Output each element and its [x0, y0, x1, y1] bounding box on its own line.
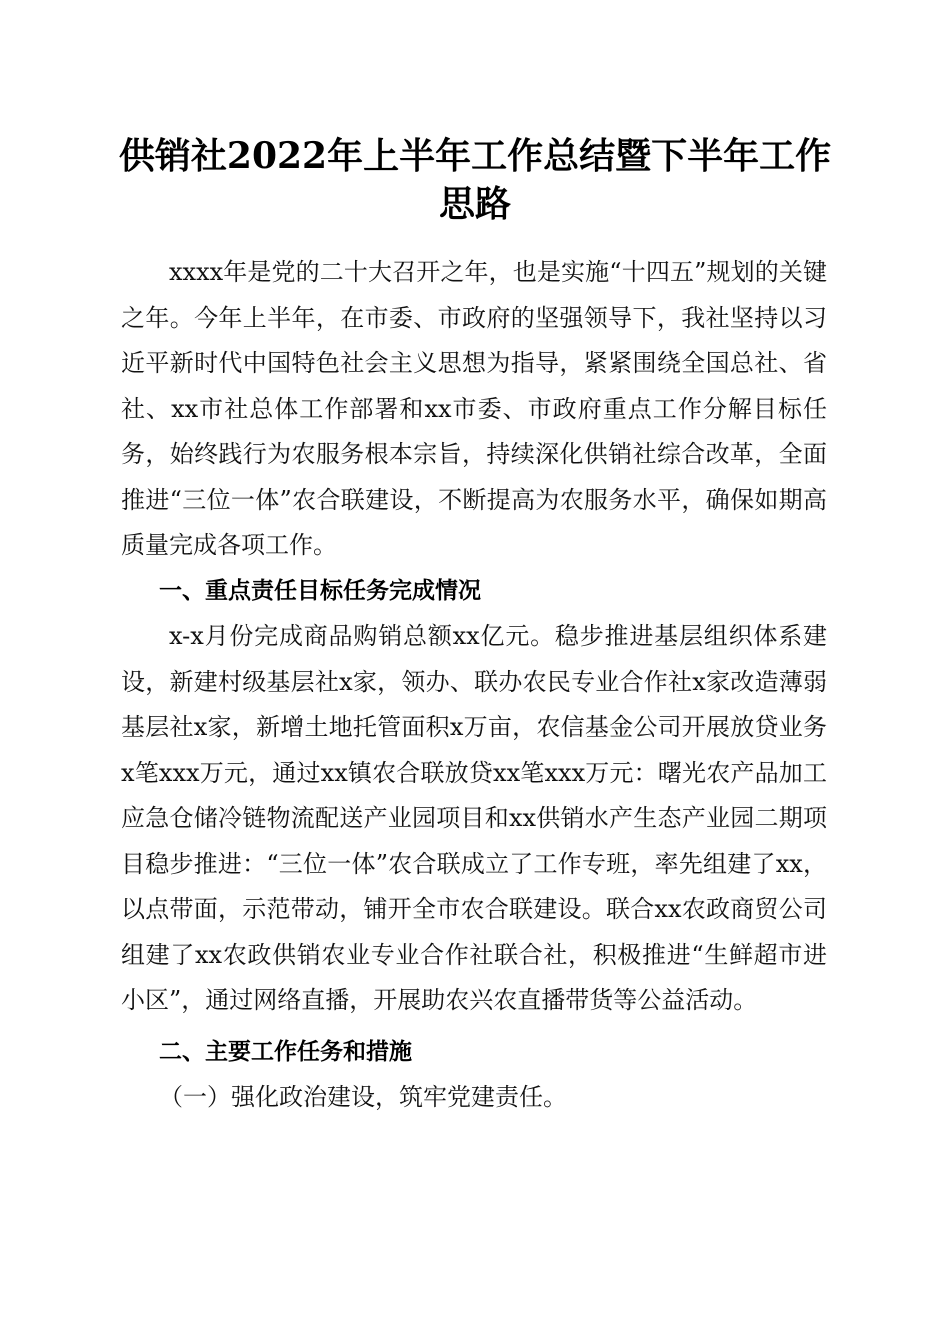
section-1-heading: 一、重点责任目标任务完成情况	[159, 577, 481, 604]
section-1-paragraph: x-x月份完成商品购销总额xx亿元。稳步推进基层组织体系建设，新建村级基层社x家，领办、联办农民专业合作社x家改造薄弱基层社x家，新增土地托管面积x万亩，农信基金公司开展放贷业务x笔xxx万元，通过xx镇农合联放贷xx笔xxx万元：曙光农产品加工应急仓储冷链物流配送产业园项目和xx供销水产生态产业园二期项目稳步推进：“三位一体”农合联成立了工作专班，率先组建了xx，以点带面，示范带动，铺开全市农合联建设。联合xx农政商贸公司组建了xx农政供销农业专业合作社联合社，积极推进“生鲜超市进小区”，通过网络直播，开展助农兴农直播带货等公益活动。	[121, 622, 827, 1014]
intro-paragraph: xxxx年是党的二十大召开之年，也是实施“十四五”规划的关键之年。今年上半年，在市委、市政府的坚强领导下，我社坚持以习近平新时代中国特色社会主义思想为指导，紧紧围绕全国总社、省社、xx市社总体工作部署和xx市委、市政府重点工作分解目标任务，始终践行为农服务根本宗旨，持续深化供销社综合改革，全面推进“三位一体”农合联建设，不断提高为农服务水平，确保如期高质量完成各项工作。	[121, 258, 827, 559]
document-body	[121, 250, 827, 1121]
document-title: 供销社2022年上半年工作总结暨下半年工作思路	[118, 135, 832, 225]
section-2-heading: 二、主要工作任务和措施	[159, 1038, 412, 1065]
section-2-subheading: （一）强化政治建设，筑牢党建责任。	[159, 1083, 567, 1111]
